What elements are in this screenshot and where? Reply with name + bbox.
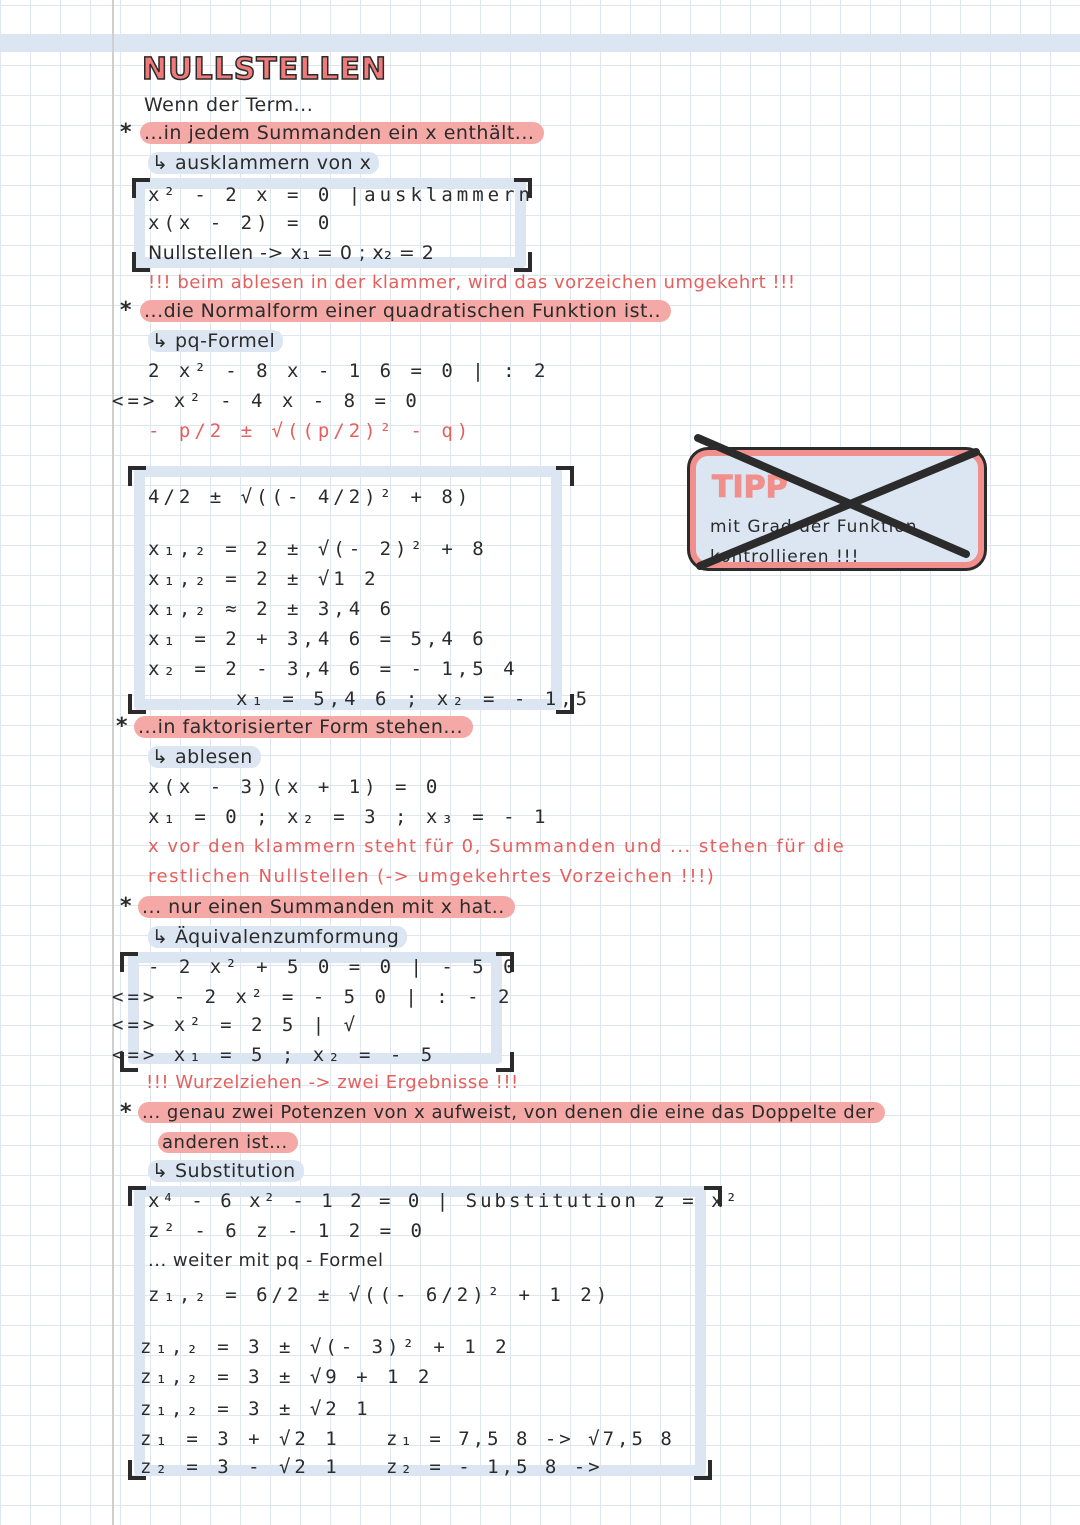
s2-line-4: x₁,₂ ≈ 2 ± 3,4 6: [148, 598, 396, 620]
s5-z1-right: z₁ = 7,5 8 -> √7,5 8: [386, 1428, 675, 1450]
s5-z2-right: z₂ = - 1,5 8 ->: [386, 1456, 603, 1478]
tip-title: TIPP: [712, 470, 788, 505]
s3-line-1: x(x - 3)(x + 1) = 0: [148, 776, 442, 798]
section-1-method: ↳ ausklammern von x: [148, 152, 379, 174]
section-3-heading: ...in faktorisierter Form stehen...: [134, 716, 473, 738]
s5-line-2: z² - 6 z - 1 2 = 0: [148, 1220, 426, 1242]
s5-line-6: z₁,₂ = 3 ± √9 + 1 2: [140, 1366, 434, 1388]
corner: [556, 466, 574, 486]
s3-note-1: x vor den klammern steht für 0, Summanden und ... stehen für die: [148, 836, 846, 857]
bullet-5: *: [120, 1100, 132, 1125]
s2-line-3: x₁,₂ = 2 ± √1 2: [148, 568, 380, 590]
s5-line-7: z₁,₂ = 3 ± √2 1: [140, 1398, 372, 1420]
s4-line-3: <=> x² = 2 5 | √: [112, 1014, 360, 1036]
s2-line-5: x₁ = 2 + 3,4 6 = 5,4 6: [148, 628, 488, 650]
section-5-method: ↳ Substitution: [148, 1160, 304, 1182]
intro-text: Wenn der Term...: [144, 94, 314, 116]
section-4-heading: ... nur einen Summanden mit x hat..: [138, 896, 515, 918]
s2-line-6: x₂ = 2 - 3,4 6 = - 1,5 4: [148, 658, 519, 680]
section-5-heading-2: anderen ist...: [158, 1132, 298, 1153]
section-5-heading-1: ... genau zwei Potenzen von x aufweist, von denen die eine das Doppelte der: [138, 1102, 885, 1123]
s1-line-3: Nullstellen -> x₁ = 0 ; x₂ = 2: [148, 242, 435, 264]
s5-line-4: z₁,₂ = 6/2 ± √((- 6/2)² + 1 2): [148, 1284, 612, 1306]
s4-note: !!! Wurzelziehen -> zwei Ergebnisse !!!: [146, 1072, 519, 1093]
bullet-4: *: [120, 894, 132, 919]
corner: [496, 1052, 514, 1072]
corner: [694, 1460, 712, 1480]
s4-line-2: <=> - 2 x² = - 5 0 | : - 2: [112, 986, 514, 1008]
s4-line-4: <=> x₁ = 5 ; x₂ = - 5: [112, 1044, 437, 1066]
corner: [128, 466, 146, 486]
s2-line-2: x₁,₂ = 2 ± √(- 2)² + 8: [148, 538, 488, 560]
corner: [514, 252, 532, 272]
s5-line-3: ... weiter mit pq - Formel: [148, 1250, 384, 1271]
s5-line-1: x⁴ - 6 x² - 1 2 = 0 | Substitution z = x²: [148, 1190, 740, 1212]
corner: [128, 1186, 146, 1206]
bullet-3: *: [116, 714, 128, 739]
tip-line-1: mit Grad der Funktion: [710, 517, 918, 537]
s2-pre-3: - p/2 ± √((p/2)² - q): [148, 420, 473, 442]
cross-out-mark: [690, 432, 986, 576]
corner: [120, 952, 138, 972]
s5-z2-left: z₂ = 3 - √2 1: [140, 1456, 341, 1478]
s2-pre-1: 2 x² - 8 x - 1 6 = 0 | : 2: [148, 360, 550, 382]
page-title: NULLSTELLEN: [142, 52, 388, 87]
section-1-heading: ...in jedem Summanden ein x enthält...: [140, 122, 544, 144]
s1-line-1: x² - 2 x = 0 |ausklammern: [148, 184, 534, 206]
corner: [128, 694, 146, 714]
s3-note-2: restlichen Nullstellen (-> umgekehrtes Vorzeichen !!!): [148, 866, 716, 887]
s2-line-7: x₁ = 5,4 6 ; x₂ = - 1,5: [236, 688, 592, 710]
s4-line-1: - 2 x² + 5 0 = 0 | - 5 0: [148, 956, 519, 978]
s2-pre-2: <=> x² - 4 x - 8 = 0: [112, 390, 421, 412]
header-band: [0, 34, 1080, 52]
tip-line-2: kontrollieren !!!: [710, 547, 860, 567]
s5-z1-left: z₁ = 3 + √2 1: [140, 1428, 341, 1450]
s2-line-1: 4/2 ± √((- 4/2)² + 8): [148, 486, 473, 508]
s1-line-2: x(x - 2) = 0: [148, 212, 334, 234]
bullet-2: *: [120, 298, 132, 323]
section-2-method: ↳ pq-Formel: [148, 330, 283, 352]
bullet-1: *: [120, 120, 132, 145]
section-4-method: ↳ Äquivalenzumformung: [148, 926, 407, 948]
margin-line: [112, 0, 114, 1525]
section-2-heading: ...die Normalform einer quadratischen Funktion ist..: [140, 300, 671, 322]
s5-line-5: z₁,₂ = 3 ± √(- 3)² + 1 2: [140, 1336, 511, 1358]
section-3-method: ↳ ablesen: [148, 746, 261, 768]
s1-note: !!! beim ablesen in der klammer, wird das vorzeichen umgekehrt !!!: [148, 272, 796, 293]
s3-line-2: x₁ = 0 ; x₂ = 3 ; x₃ = - 1: [148, 806, 550, 828]
